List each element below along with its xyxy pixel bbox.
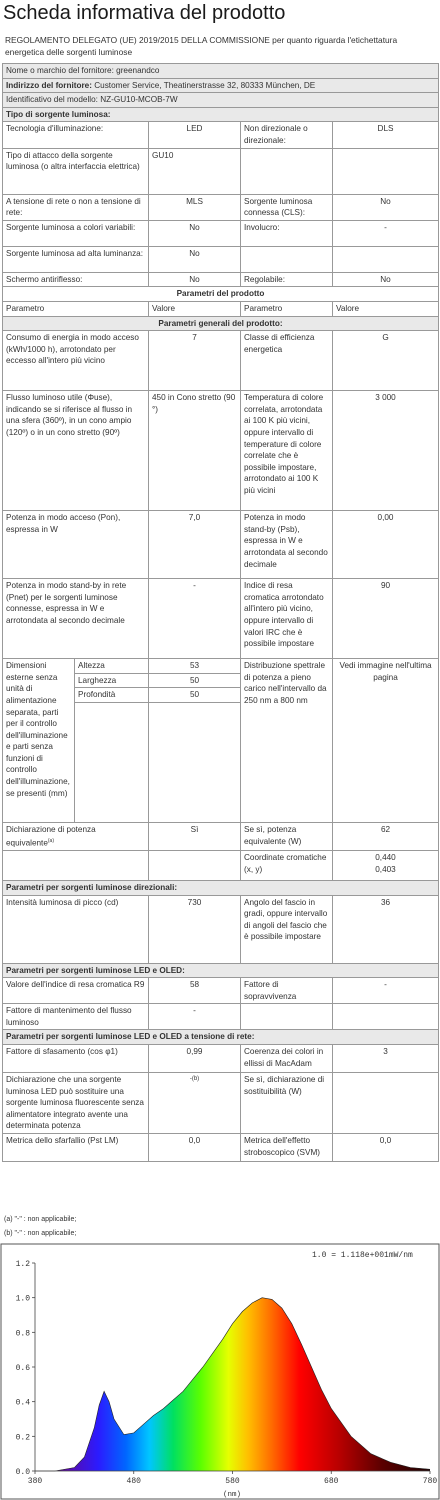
param-value: 7: [149, 331, 241, 391]
peak-intensity-value: 730: [149, 895, 241, 963]
source-type-label: A tensione di rete o non a tensione di rete:: [3, 194, 149, 220]
chromaticity-value: 0,440 0,403: [333, 850, 439, 880]
distribution-value: Vedi immagine nell'ultima pagina: [333, 659, 439, 823]
param-value: 90: [333, 579, 439, 659]
x-tick-label: 380: [27, 1477, 43, 1486]
param-label: Temperatura di colore correlata, arrotondata ai 100 K più vicini, oppure intervallo di temperature di colore correlate che è possibile impostare, arrotondato ai 100 K più vicini: [241, 391, 333, 511]
param-label: Classe di efficienza energetica: [241, 331, 333, 391]
address-value: Customer Service, Theatinerstrasse 32, 80333 München, DE: [94, 80, 316, 90]
macadam-value: 3: [333, 1045, 439, 1073]
model-value: NZ-GU10-MCOB-7W: [100, 95, 178, 105]
source-type-label: [241, 246, 333, 272]
equivalent-power-label: Dichiarazione di potenza equivalente$^{(a)}$: [3, 822, 149, 850]
footnote-b: (b) "-" : non applicabile;: [4, 1230, 77, 1237]
beam-angle-value: 36: [333, 895, 439, 963]
source-type-value: LED: [149, 122, 241, 148]
spectral-chart: [0, 1243, 440, 1500]
param-label: Indice di resa cromatica arrotondato all'intero più vicino, oppure intervallo di valori IRC che è possibile impostare: [241, 579, 333, 659]
equivalent-power-value: Sì: [149, 822, 241, 850]
led-replacement-label: Dichiarazione che una sorgente luminosa LED può sostituire una sorgente luminosa fluorescente senza alimentatore integrato avente una determinata potenza: [3, 1073, 149, 1134]
directional-heading: Parametri per sorgenti luminose direzionali:: [3, 880, 439, 895]
survival-value: -: [333, 978, 439, 1004]
param-value: 3 000: [333, 391, 439, 511]
source-type-heading: Tipo di sorgente luminosa:: [3, 107, 439, 122]
product-info-table: [2, 63, 439, 1162]
y-tick-label: 0.6: [15, 1364, 30, 1373]
source-type-value: No: [149, 272, 241, 287]
page-title: Scheda informativa del prodotto: [3, 2, 286, 24]
col-header-param: Parametro: [3, 301, 149, 316]
replaceability-label: Se sì, dichiarazione di sostituibilità (W): [241, 1073, 333, 1134]
beam-angle-label: Angolo del fascio in gradi, oppure intervallo di angoli del fascio che è possibile impostare: [241, 895, 333, 963]
general-params-heading: Parametri generali del prodotto:: [3, 316, 439, 331]
dimension-name: Profondità: [75, 688, 149, 703]
dimension-name: Altezza: [75, 659, 149, 674]
maintenance-value: -: [149, 1004, 241, 1030]
survival-label: Fattore di sopravvivenza: [241, 978, 333, 1004]
dimension-value: 50: [149, 688, 241, 703]
source-type-label: Involucro:: [241, 220, 333, 246]
replaceability-value: [333, 1073, 439, 1134]
dimensions-label: Dimensioni esterne senza unità di alimentazione separata, parti per il controllo dell'illuminazione e parti senza funzioni di controllo dell'illuminazione, se presenti (mm): [3, 659, 75, 823]
source-type-value: MLS: [149, 194, 241, 220]
x-tick-label: 780: [422, 1477, 438, 1486]
y-tick-label: 1.2: [15, 1260, 30, 1269]
equivalent-watts-label: Se sì, potenza equivalente (W): [241, 822, 333, 850]
y-tick-label: 0.8: [15, 1329, 30, 1339]
source-type-label: Tipo di attacco della sorgente luminosa (o altra interfaccia elettrica): [3, 148, 149, 194]
param-value: -: [149, 579, 241, 659]
chromaticity-label: Coordinate cromatiche (x, y): [241, 850, 333, 880]
source-type-value: No: [333, 194, 439, 220]
source-type-label: Regolabile:: [241, 272, 333, 287]
flicker-value: 0,0: [149, 1134, 241, 1162]
r9-value: 58: [149, 978, 241, 1004]
source-type-value: No: [333, 272, 439, 287]
power-factor-label: Fattore di sfasamento (cos φ1): [3, 1045, 149, 1073]
x-axis-label: (nm): [222, 1491, 242, 1499]
distribution-label: Distribuzione spettrale di potenza a pieno carico nell'intervallo da 250 nm a 800 nm: [241, 659, 333, 823]
source-type-label: Non direzionale o direzionale:: [241, 122, 333, 148]
supplier-row: Nome o marchio del fornitore: greenandco: [3, 64, 439, 79]
mains-heading: Parametri per sorgenti luminose LED e OLED a tensione di rete:: [3, 1030, 439, 1045]
flicker-label: Metrica dello sfarfallio (Pst LM): [3, 1134, 149, 1162]
y-tick-label: 0.0: [15, 1468, 30, 1477]
source-type-label: Sorgente luminosa connessa (CLS):: [241, 194, 333, 220]
led-oled-heading: Parametri per sorgenti luminose LED e OLED:: [3, 963, 439, 978]
source-type-value: GU10: [149, 148, 241, 194]
x-tick-label: 580: [225, 1477, 240, 1486]
y-tick-label: 1.0: [15, 1294, 30, 1304]
col-header-param: Parametro: [241, 301, 333, 316]
footnote-a: (a) "-" : non applicabile;: [4, 1216, 77, 1223]
address-row: Indirizzo del fornitore: Customer Service, Theatinerstrasse 32, 80333 München, DE: [3, 78, 439, 93]
source-type-label: [241, 148, 333, 194]
param-label: Potenza in modo stand-by in rete (Pnet) per le sorgenti luminose connesse, espressa in W e arrotondata al secondo decimale: [3, 579, 149, 659]
x-tick-label: 480: [126, 1477, 141, 1486]
param-label: Potenza in modo stand-by (Psb), espressa in W e arrotondata al secondo decimale: [241, 511, 333, 579]
source-type-value: [333, 148, 439, 194]
param-value: 450 in Cono stretto (90 °): [149, 391, 241, 511]
macadam-label: Coerenza dei colori in ellissi di MacAdam: [241, 1045, 333, 1073]
param-value: 0,00: [333, 511, 439, 579]
model-row: Identificativo del modello: NZ-GU10-MCOB-7W: [3, 93, 439, 108]
source-type-label: Sorgente luminosa ad alta luminanza:: [3, 246, 149, 272]
col-header-value: Valore: [333, 301, 439, 316]
stroboscopic-label: Metrica dell'effetto stroboscopico (SVM): [241, 1134, 333, 1162]
equivalent-watts-value: 62: [333, 822, 439, 850]
dimension-name: Larghezza: [75, 673, 149, 688]
source-type-value: -: [333, 220, 439, 246]
dimension-value: 53: [149, 659, 241, 674]
source-type-value: No: [149, 220, 241, 246]
peak-intensity-label: Intensità luminosa di picco (cd): [3, 895, 149, 963]
led-replacement-value: -(b): [149, 1073, 241, 1134]
dimension-value: 50: [149, 673, 241, 688]
maintenance-label: Fattore di mantenimento del flusso luminoso: [3, 1004, 149, 1030]
param-label: Consumo di energia in modo acceso (kWh/1000 h), arrotondato per eccesso all'intero più vicino: [3, 331, 149, 391]
source-type-label: Sorgente luminosa a colori variabili:: [3, 220, 149, 246]
source-type-value: No: [149, 246, 241, 272]
source-type-value: DLS: [333, 122, 439, 148]
param-label: Flusso luminoso utile (Φuse), indicando se si riferisce al flusso in una sfera (360º), in un cono ampio (120º) o in un cono stretto (90º): [3, 391, 149, 511]
x-tick-label: 680: [324, 1477, 339, 1486]
chart-annotation: 1.0 = 1.118e+001mW/nm: [312, 1251, 413, 1260]
stroboscopic-value: 0,0: [333, 1134, 439, 1162]
param-value: 7,0: [149, 511, 241, 579]
power-factor-value: 0,99: [149, 1045, 241, 1073]
param-value: G: [333, 331, 439, 391]
source-type-value: [333, 246, 439, 272]
y-tick-label: 0.4: [15, 1398, 30, 1408]
param-label: Potenza in modo acceso (Pon), espressa in W: [3, 511, 149, 579]
source-type-label: Schermo antiriflesso:: [3, 272, 149, 287]
regulation-subtitle: REGOLAMENTO DELEGATO (UE) 2019/2015 DELLA COMMISSIONE per quanto riguarda l'etichettatura energetica delle sorgenti luminose: [5, 35, 398, 57]
y-tick-label: 0.2: [15, 1433, 30, 1443]
supplier-value: greenandco: [116, 66, 160, 75]
source-type-label: Tecnologia d'illuminazione:: [3, 122, 149, 148]
col-header-value: Valore: [149, 301, 241, 316]
r9-label: Valore dell'indice di resa cromatica R9: [3, 978, 149, 1004]
params-heading: Parametri del prodotto: [3, 287, 439, 302]
